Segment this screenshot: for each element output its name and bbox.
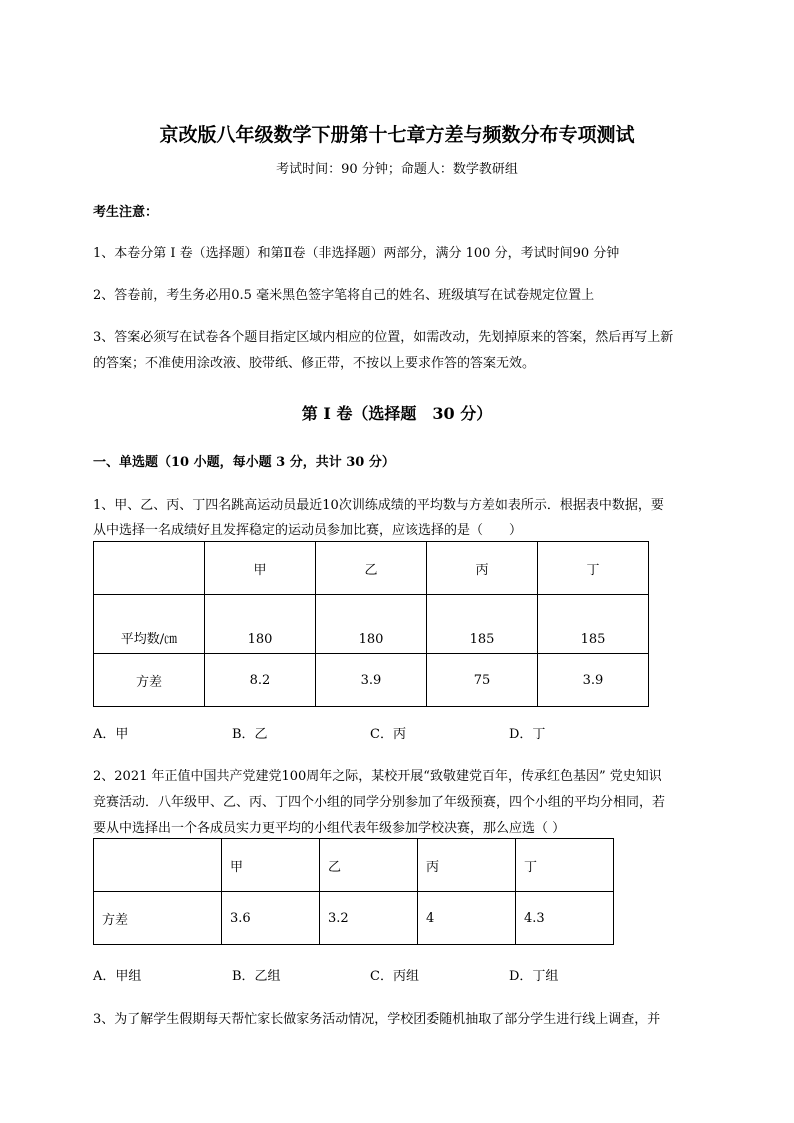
table-cell: 丙 [418,839,516,892]
question-2-option-c: C．丙组 [370,969,419,984]
table-cell: 4 [418,892,516,945]
table-cell: 3.6 [222,892,320,945]
question-1-option-a: A．甲 [93,727,129,742]
question-3-line-1: 3、为了解学生假期每天帮忙家长做家务活动情况，学校团委随机抽取了部分学生进行线上调查，并 [93,1012,661,1027]
notice-item-3: 3、答案必须写在试卷各个题目指定区域内相应的位置，如需改动，先划掉原来的答案，然后再写上新 [93,330,674,345]
question-2-option-a: A．甲组 [93,969,142,984]
table-cell: 甲 [222,839,320,892]
table-cell: 乙 [316,542,427,595]
question-2-option-d: D．丁组 [509,969,559,984]
table-cell: 75 [427,654,538,707]
table-cell: 方差 [94,892,222,945]
question-1-option-c: C．丙 [370,727,406,742]
table-row [94,892,614,945]
notice-item-2: 2、答卷前，考生务必用0.5 毫米黑色签字笔将自己的姓名、班级填写在试卷规定位置上 [93,288,595,303]
table-cell: 平均数/㎝ [94,595,205,654]
table-header-row [94,542,649,595]
question-2-table [93,838,614,945]
part-heading: 一、单选题（10 小题，每小题 3 分，共计 30 分） [93,455,395,470]
table-cell: 4.3 [516,892,614,945]
table-cell: 185 [538,595,649,654]
table-cell: 甲 [205,542,316,595]
table-row [94,595,649,654]
section-title: 第 I 卷（选择题 30 分） [301,404,493,423]
table-cell: 丙 [427,542,538,595]
table-cell: 3.2 [320,892,418,945]
table-cell: 丁 [538,542,649,595]
question-1-line-1: 1、甲、乙、丙、丁四名跳高运动员最近10次训练成绩的平均数与方差如表所示．根据表中数据，要 [93,498,664,513]
table-cell: 180 [205,595,316,654]
table-cell: 乙 [320,839,418,892]
notice-item-1: 1、本卷分第 I 卷（选择题）和第Ⅱ卷（非选择题）两部分，满分 100 分，考试时间90 分钟 [93,246,620,261]
table-cell: 185 [427,595,538,654]
notice-heading: 考生注意： [93,205,159,220]
table-row [94,654,649,707]
table-cell: 3.9 [538,654,649,707]
question-2-option-b: B．乙组 [232,969,281,984]
question-1-table [93,541,649,707]
table-header-row [94,839,614,892]
table-cell: 3.9 [316,654,427,707]
question-1-option-b: B．乙 [232,727,268,742]
notice-item-3-cont: 的答案；不准使用涂改液、胶带纸、修正带，不按以上要求作答的答案无效。 [93,356,536,371]
table-cell [94,839,222,892]
table-cell: 方差 [94,654,205,707]
table-cell: 180 [316,595,427,654]
page-title: 京改版八年级数学下册第十七章方差与频数分布专项测试 [159,124,635,146]
table-cell: 丁 [516,839,614,892]
question-1-line-2: 从中选择一名成绩好且发挥稳定的运动员参加比赛，应该选择的是（ ） [93,523,523,538]
question-2-line-3: 要从中选择出一个各成员实力更平均的小组代表年级参加学校决赛，那么应选（ ） [93,821,566,836]
exam-info: 考试时间：90 分钟；命题人：数学教研组 [276,162,518,177]
question-2-line-1: 2、2021 年正值中国共产党建党100周年之际，某校开展“致敬建党百年，传承红色基因” 党史知识 [93,769,662,784]
table-cell [94,542,205,595]
table-cell: 8.2 [205,654,316,707]
question-1-option-d: D．丁 [509,727,546,742]
question-2-line-2: 竞赛活动．八年级甲、乙、丙、丁四个小组的同学分别参加了年级预赛，四个小组的平均分相同，若 [93,795,666,810]
